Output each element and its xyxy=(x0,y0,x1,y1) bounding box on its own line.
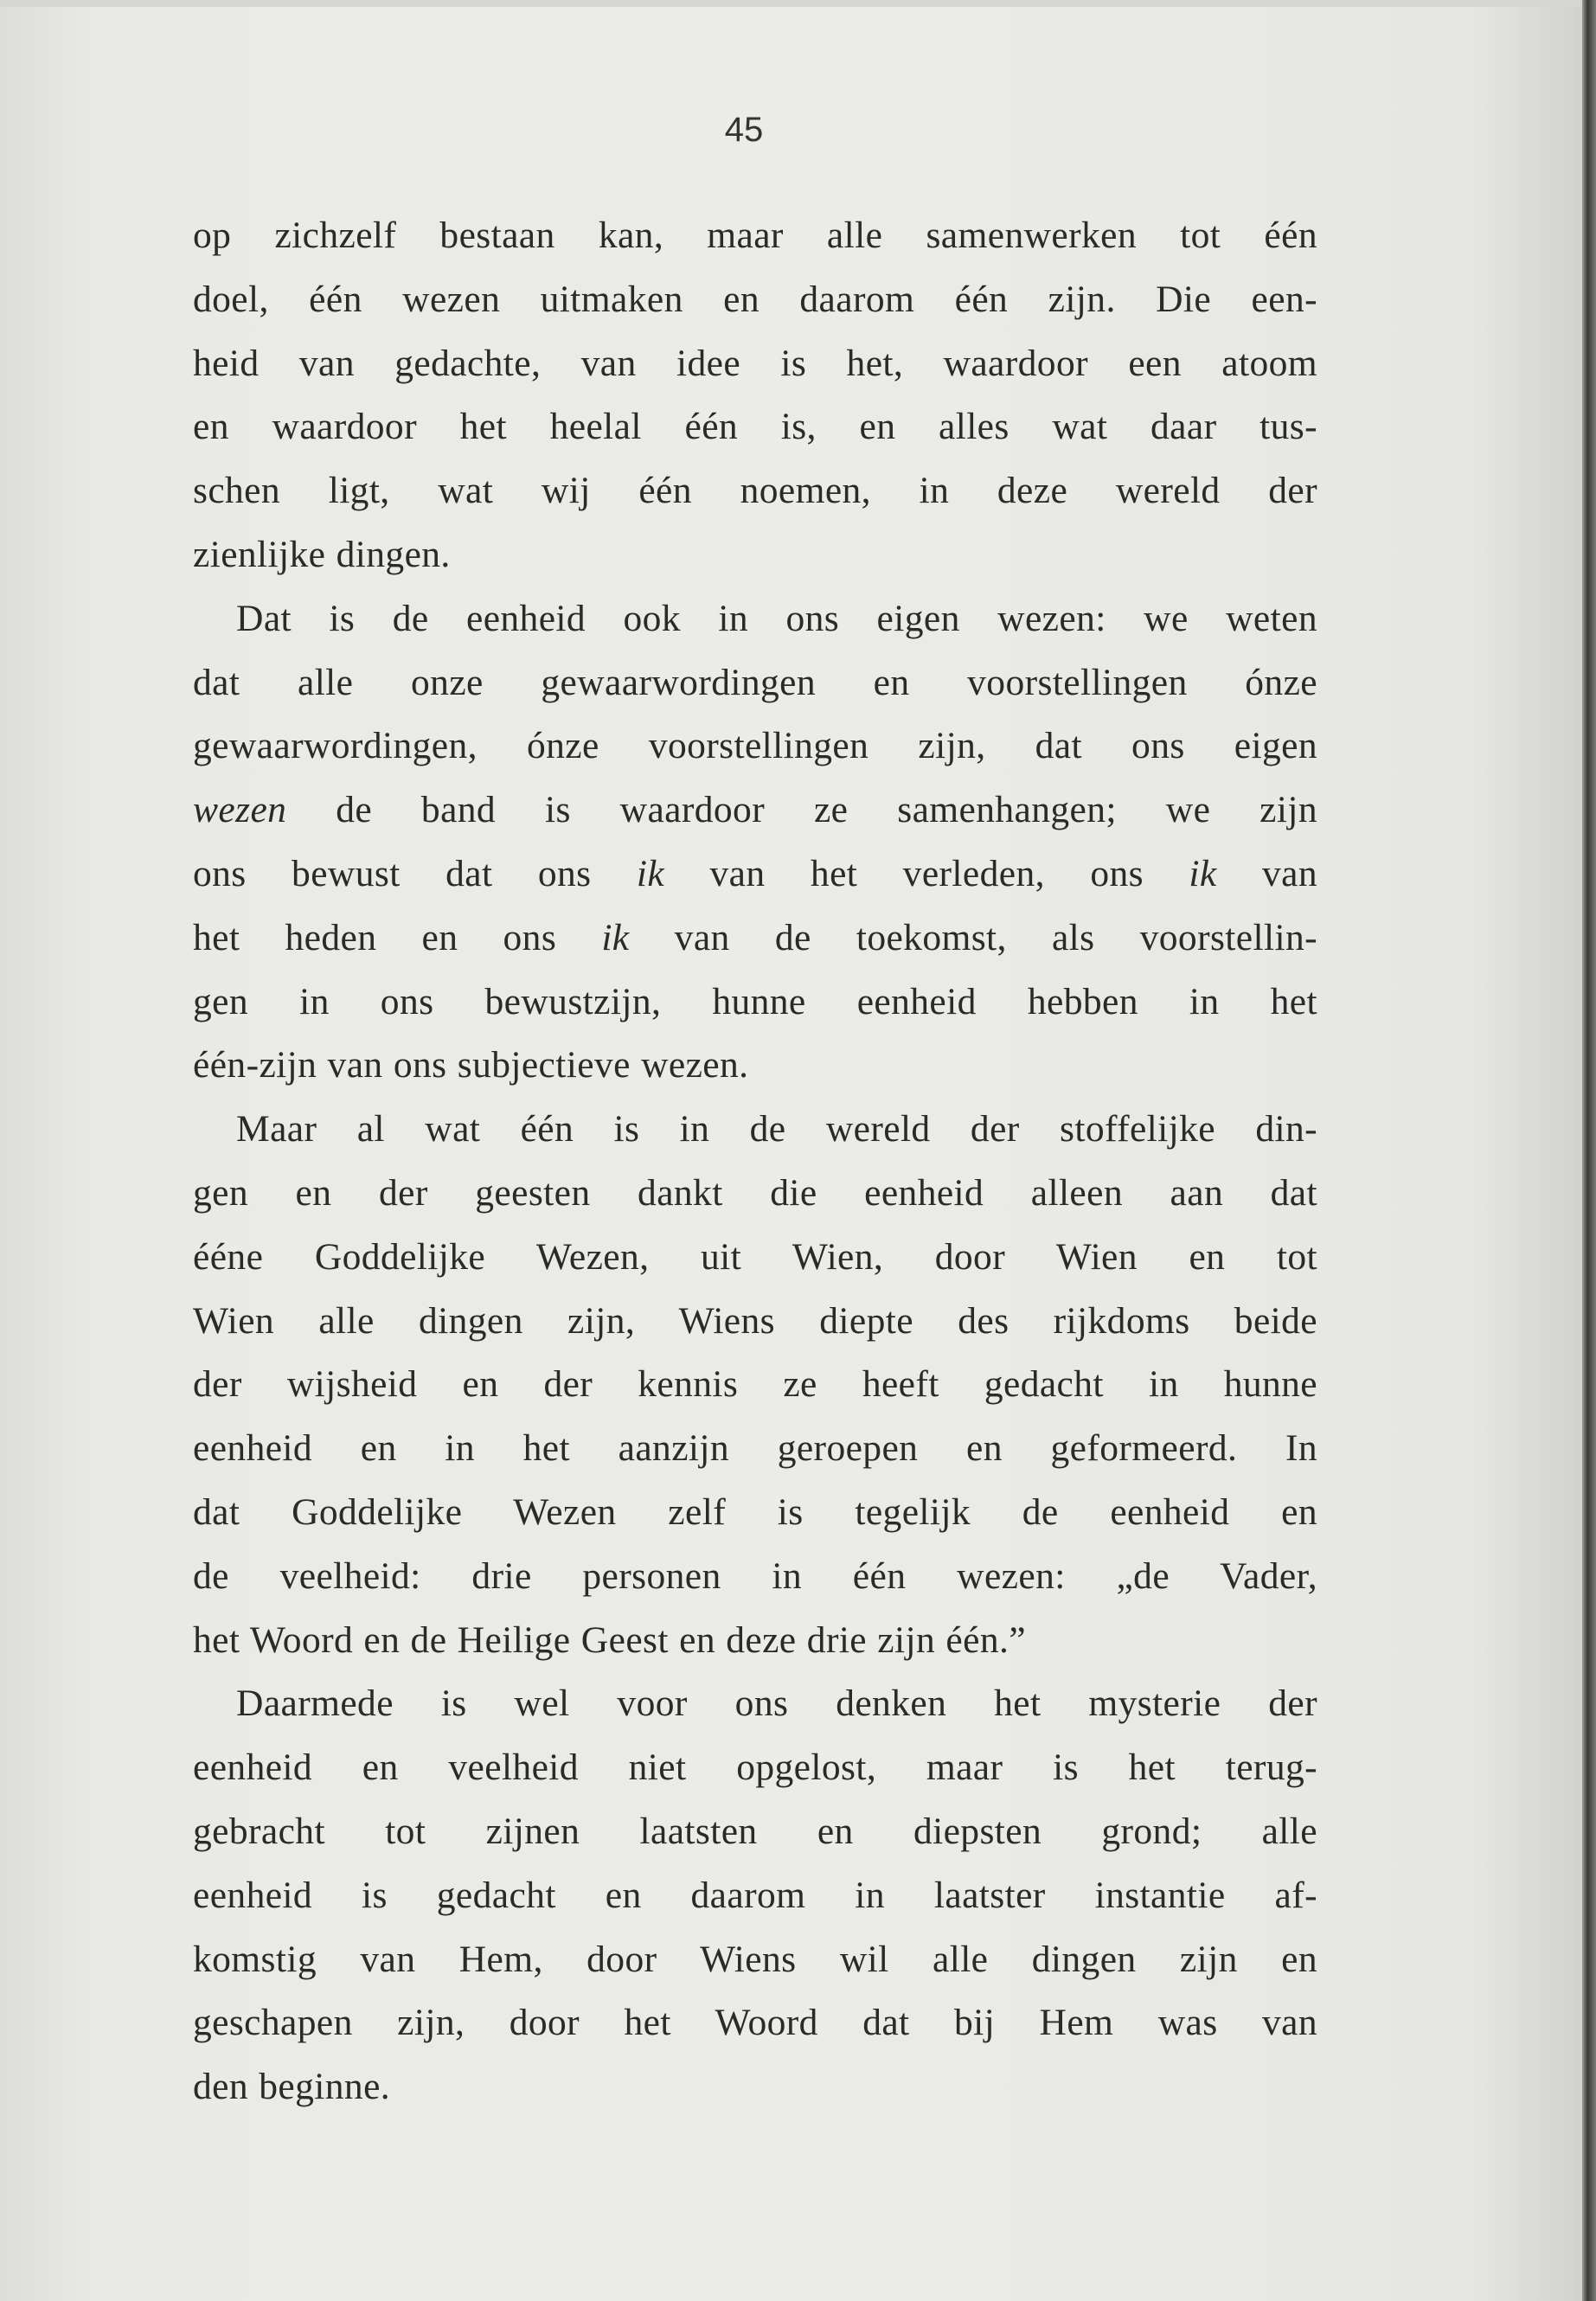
italic-word: ik xyxy=(601,916,630,958)
text-line: heid van gedachte, van idee is het, waardoor een atoom xyxy=(193,342,1317,384)
text-line: gen in ons bewustzijn, hunne eenheid hebben in het xyxy=(193,980,1317,1022)
body-text xyxy=(193,204,1317,2119)
book-spine-edge xyxy=(1582,0,1596,2301)
text-line: schen ligt, wat wij één noemen, in deze wereld der xyxy=(193,470,1317,512)
text-line xyxy=(193,907,1317,971)
text-line: gen en der geesten dankt die eenheid alleen aan dat xyxy=(193,1171,1317,1214)
text-line: eenheid en veelheid niet opgelost, maar is het terug- xyxy=(193,1747,1317,1789)
text-segment: van xyxy=(1216,852,1317,894)
text-line: eenheid is gedacht en daarom in laatster instantie af- xyxy=(193,1874,1317,1916)
text-line: der wijsheid en der kennis ze heeft gedacht in hunne xyxy=(193,1363,1317,1406)
text-line: den beginne. xyxy=(193,2066,391,2108)
text-segment: van de toekomst, als voorstellin- xyxy=(629,916,1317,958)
text-line: eenheid en in het aanzijn geroepen en geformeerd. In xyxy=(193,1427,1317,1470)
italic-word: wezen xyxy=(193,789,287,831)
text-line: Maar al wat één is in de wereld der stoffelijke din- xyxy=(236,1108,1317,1150)
text-segment: het heden en ons xyxy=(193,916,602,958)
text-segment: van het verleden, ons xyxy=(664,852,1189,894)
text-line: op zichzelf bestaan kan, maar alle samenwerken tot één xyxy=(193,215,1317,256)
text-line: dat Goddelijke Wezen zelf is tegelijk de eenheid en xyxy=(193,1490,1317,1533)
text-line: geschapen zijn, door het Woord dat bij Hem was van xyxy=(193,2002,1317,2044)
text-line: éénе Goddelijke Wezen, uit Wien, door Wien en tot xyxy=(193,1235,1317,1278)
text-line: gewaarwordingen, ónze voorstellingen zijn, dat ons eigen xyxy=(193,725,1317,767)
text-line: doel, één wezen uitmaken en daarom één zijn. Die een- xyxy=(193,278,1317,320)
text-line: en waardoor het heelal één is, en alles wat daar tus- xyxy=(193,406,1317,448)
italic-word: ik xyxy=(636,852,665,894)
text-line xyxy=(193,843,1317,907)
page-number: 45 xyxy=(724,111,764,149)
text-line: Dat is de eenheid ook in ons eigen wezen: we weten xyxy=(236,597,1317,639)
text-line: gebracht tot zijnen laatsten en diepsten grond; alle xyxy=(193,1810,1317,1852)
text-line: zienlijke dingen. xyxy=(193,533,451,575)
text-line: Daarmede is wel voor ons denken het mysterie der xyxy=(236,1682,1317,1725)
text-line: de veelheid: drie personen in één wezen: „de Vader, xyxy=(193,1554,1317,1597)
text-line: het Woord en de Heilige Geest en deze drie zijn één.” xyxy=(193,1618,1026,1661)
italic-word: ik xyxy=(1189,852,1217,894)
text-line: Wien alle dingen zijn, Wiens diepte des rijkdoms beide xyxy=(193,1299,1317,1342)
page-top-edge xyxy=(0,0,1596,7)
text-line xyxy=(193,779,1317,843)
text-segment: de band is waardoor ze samenhangen; we zijn xyxy=(286,789,1317,831)
text-line: komstig van Hem, door Wiens wil alle dingen zijn en xyxy=(193,1938,1317,1980)
text-segment: ons bewust dat ons xyxy=(193,852,637,894)
text-line: dat alle onze gewaarwordingen en voorstellingen ónze xyxy=(193,661,1317,703)
text-line: één-zijn van ons subjectieve wezen. xyxy=(193,1044,749,1086)
